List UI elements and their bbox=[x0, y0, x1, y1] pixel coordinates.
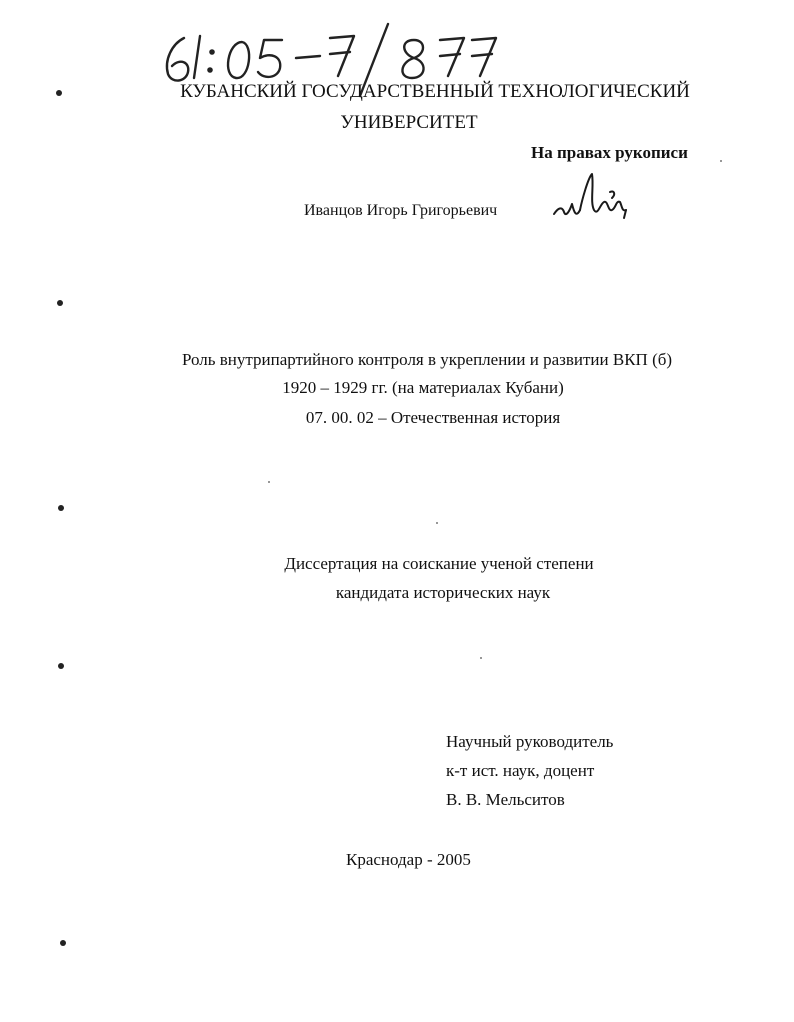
scan-speck bbox=[436, 522, 438, 524]
advisor-role: Научный руководитель bbox=[446, 732, 614, 751]
rights-note: На правах рукописи bbox=[531, 143, 688, 162]
scan-speck bbox=[268, 481, 270, 483]
binding-hole-dot bbox=[58, 505, 64, 511]
institution-name-line1: КУБАНСКИЙ ГОСУДАРСТВЕННЫЙ ТЕХНОЛОГИЧЕСКИЙ bbox=[180, 81, 690, 102]
institution-name-line2: УНИВЕРСИТЕТ bbox=[340, 112, 478, 133]
handwritten-archive-number bbox=[150, 18, 510, 88]
dissertation-title-line2: 1920 – 1929 гг. (на материалах Кубани) bbox=[282, 378, 564, 397]
scan-speck bbox=[720, 160, 722, 162]
binding-hole-dot bbox=[58, 663, 64, 669]
binding-hole-dot bbox=[57, 300, 63, 306]
dissertation-title-line1: Роль внутрипартийного контроля в укреплении и развитии ВКП (б) bbox=[181, 350, 673, 369]
specialty-code: 07. 00. 02 – Отечественная история bbox=[305, 408, 561, 427]
advisor-rank: к-т ист. наук, доцент bbox=[446, 761, 595, 780]
advisor-name: В. В. Мельситов bbox=[446, 790, 565, 809]
city-year: Краснодар - 2005 bbox=[346, 850, 471, 869]
author-signature bbox=[550, 170, 640, 230]
scan-speck bbox=[480, 657, 482, 659]
binding-hole-dot bbox=[60, 940, 66, 946]
author-name: Иванцов Игорь Григорьевич bbox=[304, 202, 498, 219]
degree-line1: Диссертация на соискание ученой степени bbox=[284, 554, 594, 573]
degree-line2: кандидата исторических наук bbox=[335, 583, 551, 602]
